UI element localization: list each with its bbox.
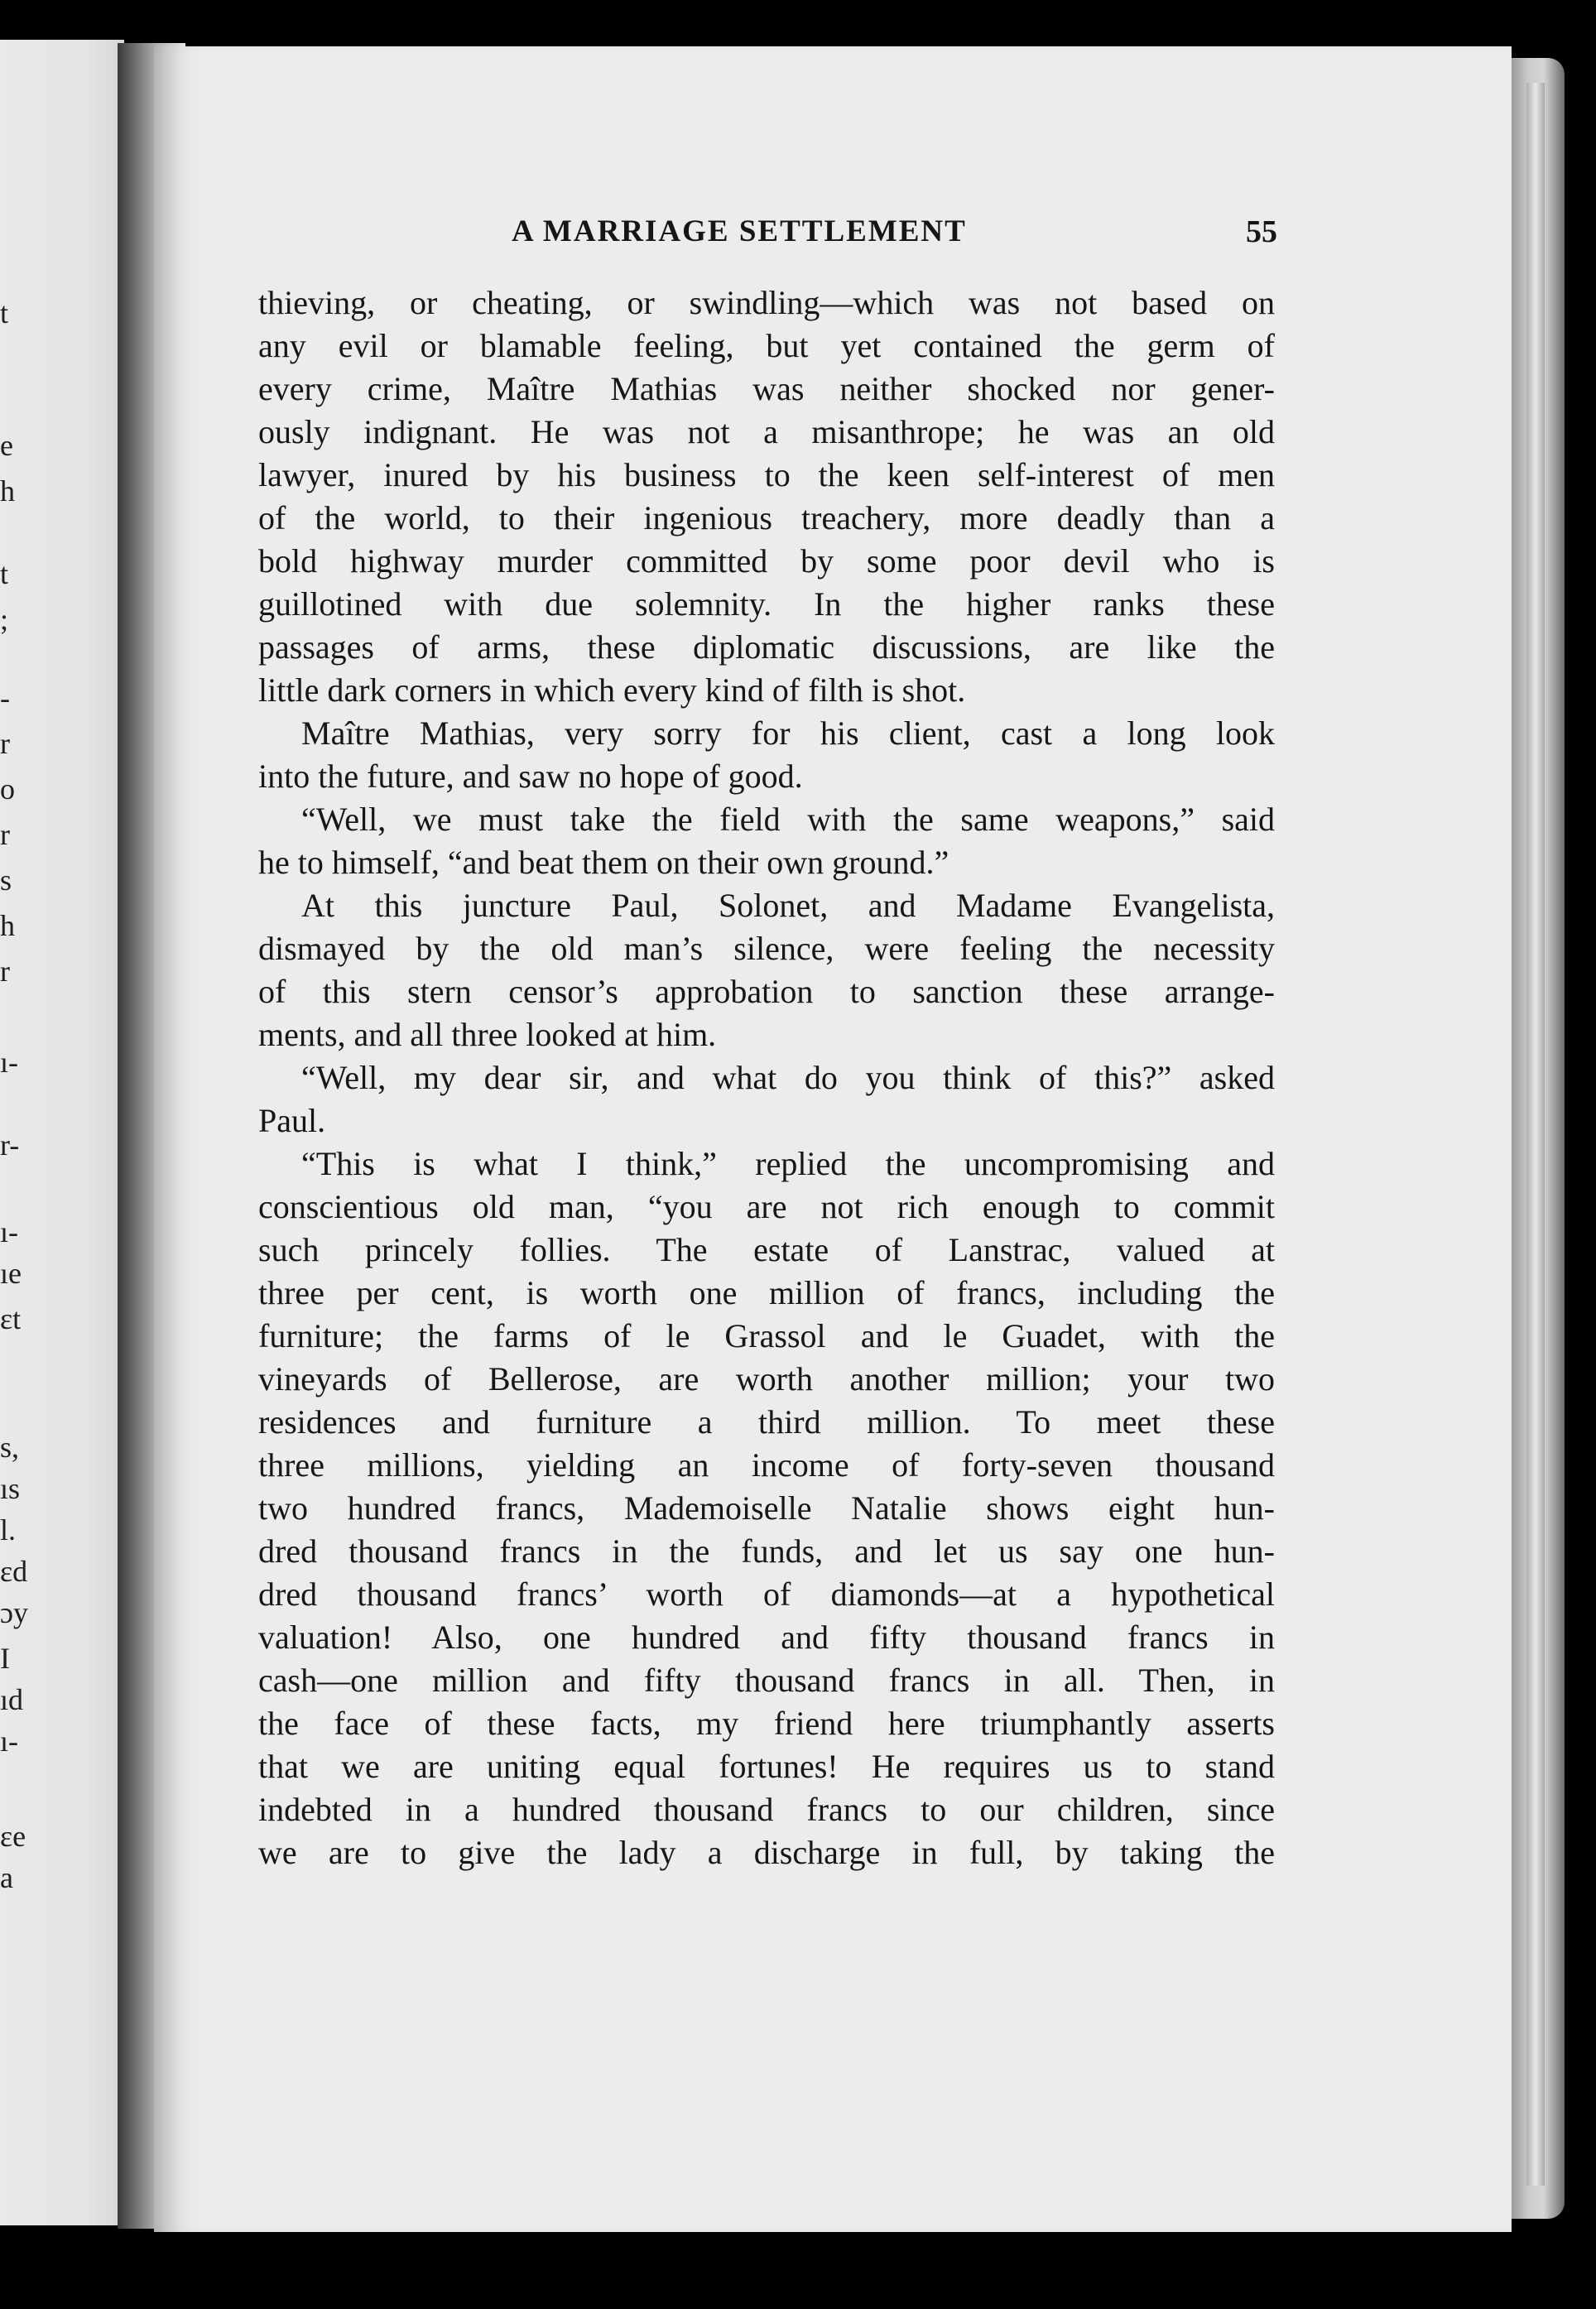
running-head — [263, 214, 1277, 263]
text-line: such princely follies. The estate of Lanstrac, valued at — [258, 1231, 1275, 1268]
text-line: dred thousand francs in the funds, and let us say one hun- — [258, 1532, 1275, 1570]
previous-page-fragment: e — [0, 429, 13, 462]
previous-page-fragment: r — [0, 955, 10, 988]
previous-page-fragment: ıs — [0, 1472, 21, 1505]
text-line: into the future, and saw no hope of good. — [258, 758, 803, 795]
text-line: dred thousand francs’ worth of diamonds—at a hypothetical — [258, 1575, 1275, 1613]
previous-page-fragment: ɛd — [0, 1555, 28, 1588]
page-stack — [1526, 83, 1545, 2186]
text-line: three per cent, is worth one million of francs, including the — [258, 1274, 1275, 1311]
previous-page-fragment: - — [0, 681, 10, 714]
text-line: Maître Mathias, very sorry for his client, cast a long look — [301, 714, 1275, 752]
text-line: ously indignant. He was not a misanthrope; he was an old — [258, 413, 1275, 450]
previous-page-fragment: ı- — [0, 1046, 18, 1079]
running-title: A MARRIAGE SETTLEMENT — [512, 214, 967, 248]
previous-page-fragment: r — [0, 818, 10, 851]
previous-page-fragment: ; — [0, 603, 9, 636]
text-line: two hundred francs, Mademoiselle Natalie shows eight hun- — [258, 1489, 1275, 1527]
text-line: of this stern censor’s approbation to sanction these arrange- — [258, 973, 1275, 1010]
text-line: the face of these facts, my friend here triumphantly asserts — [258, 1705, 1275, 1742]
text-line: conscientious old man, “you are not rich enough to commit — [258, 1188, 1275, 1225]
text-line: Paul. — [258, 1102, 326, 1139]
previous-page-fragment: ɛt — [0, 1302, 22, 1335]
text-line: little dark corners in which every kind of filth is shot. — [258, 671, 966, 709]
text-line: residences and furniture a third million. To meet these — [258, 1403, 1275, 1441]
text-line: three millions, yielding an income of forty-seven thousand — [258, 1446, 1275, 1484]
page-number: 55 — [1246, 214, 1277, 249]
previous-page-fragment: ɔy — [0, 1596, 28, 1629]
text-line: bold highway murder committed by some poor devil who is — [258, 542, 1275, 580]
text-line: vineyards of Bellerose, are worth another million; your two — [258, 1360, 1275, 1397]
text-line: indebted in a hundred thousand francs to our children, since — [258, 1791, 1275, 1828]
text-line: cash—one million and fifty thousand francs in all. Then, in — [258, 1662, 1275, 1699]
previous-page-fragment: r — [0, 727, 10, 760]
text-line: we are to give the lady a discharge in full, by taking the — [258, 1834, 1275, 1871]
text-line: At this juncture Paul, Solonet, and Madame Evangelista, — [301, 887, 1275, 924]
previous-page-fragment: I — [0, 1642, 10, 1675]
previous-page-fragment: ıe — [0, 1257, 22, 1290]
text-line: he to himself, “and beat them on their own ground.” — [258, 844, 949, 881]
previous-page-fragment: s, — [0, 1431, 20, 1464]
previous-page-fragment: h — [0, 474, 15, 507]
text-line: lawyer, inured by his business to the keen self-interest of men — [258, 456, 1275, 493]
text-line: of the world, to their ingenious treachery, more deadly than a — [258, 499, 1275, 536]
previous-page-fragment: ı- — [0, 1215, 18, 1248]
previous-page-fragment: h — [0, 909, 15, 942]
text-line: furniture; the farms of le Grassol and le Guadet, with the — [258, 1317, 1275, 1354]
book-right-edge — [1512, 58, 1565, 2219]
previous-page-fragment: ı- — [0, 1725, 18, 1758]
text-line: valuation! Also, one hundred and fifty thousand francs in — [258, 1619, 1275, 1656]
previous-page-fragment: s — [0, 863, 12, 897]
body-text — [258, 281, 1275, 1874]
previous-page-fragment: t — [0, 296, 9, 330]
text-line: that we are uniting equal fortunes! He requires us to stand — [258, 1748, 1275, 1785]
previous-page-edge — [0, 40, 124, 2225]
previous-page-fragment: r- — [0, 1128, 20, 1162]
text-line: every crime, Maître Mathias was neither shocked nor gener- — [258, 370, 1275, 407]
previous-page-fragment: ıd — [0, 1683, 24, 1716]
previous-page-fragment: a — [0, 1861, 13, 1894]
text-line: “Well, my dear sir, and what do you think of this?” asked — [301, 1059, 1275, 1096]
text-line: thieving, or cheating, or swindling—which was not based on — [258, 284, 1275, 321]
text-line: ments, and all three looked at him. — [258, 1016, 717, 1053]
text-line: passages of arms, these diplomatic discussions, are like the — [258, 628, 1275, 666]
previous-page-fragment: t — [0, 557, 9, 590]
text-line: “This is what I think,” replied the uncompromising and — [301, 1145, 1275, 1182]
text-line: any evil or blamable feeling, but yet contained the germ of — [258, 327, 1275, 364]
text-line: guillotined with due solemnity. In the higher ranks these — [258, 585, 1275, 623]
text-line: dismayed by the old man’s silence, were feeling the necessity — [258, 930, 1275, 967]
previous-page-fragment: l. — [0, 1513, 17, 1547]
previous-page-fragment: ɛe — [0, 1820, 26, 1853]
text-line: “Well, we must take the field with the same weapons,” said — [301, 801, 1275, 838]
previous-page-fragment: o — [0, 772, 15, 806]
